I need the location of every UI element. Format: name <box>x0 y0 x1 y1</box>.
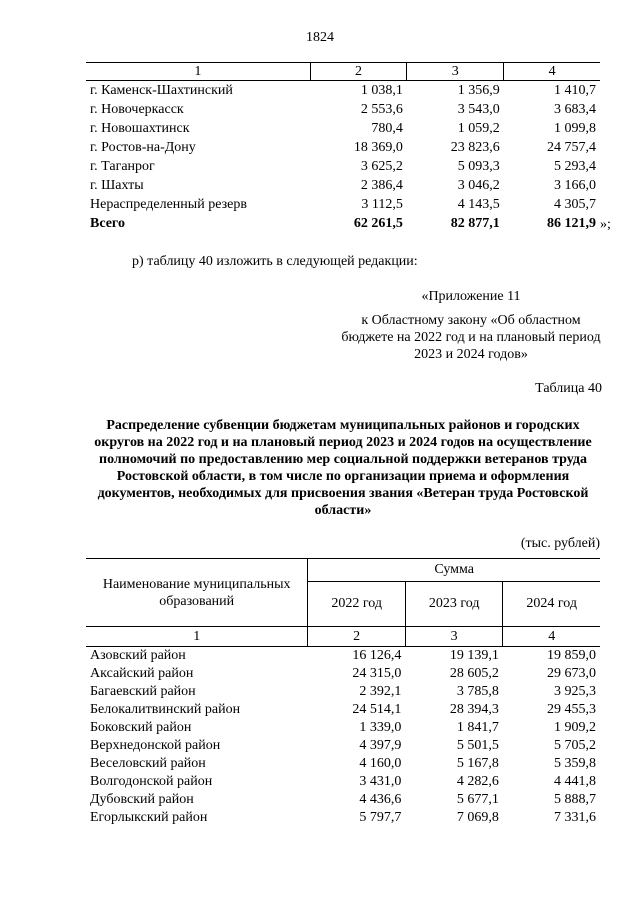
row-value: 19 139,1 <box>449 648 499 663</box>
row-value: 2 553,6 <box>360 102 403 117</box>
table-row <box>86 755 600 773</box>
row-value: 1 059,2 <box>457 121 500 136</box>
table-row <box>86 647 600 666</box>
row-value: 3 683,4 <box>554 102 596 117</box>
row-value: 29 455,3 <box>547 702 596 717</box>
row-value: 4 282,6 <box>456 774 499 789</box>
column-number: 1 <box>86 63 310 81</box>
row-name: г. Ростов-на-Дону <box>90 140 196 155</box>
page-number: 1824 <box>306 30 334 45</box>
row-value: 4 436,6 <box>359 792 402 807</box>
row-value: 3 625,2 <box>360 159 403 174</box>
row-name: г. Шахты <box>90 178 144 193</box>
row-value: 1 841,7 <box>456 720 499 735</box>
row-value: 1 356,9 <box>457 83 500 98</box>
total-value: 82 877,1 <box>450 216 500 231</box>
row-value: 5 167,8 <box>456 756 499 771</box>
table-row <box>86 176 600 195</box>
row-value: 5 501,5 <box>456 738 499 753</box>
units-label: (тыс. рублей) <box>520 536 600 551</box>
row-value: 3 543,0 <box>457 102 500 117</box>
row-value: 780,4 <box>371 121 403 136</box>
column-header-year: 2024 год <box>503 582 600 627</box>
row-value: 3 431,0 <box>359 774 402 789</box>
total-row <box>86 214 600 233</box>
row-name: Боковский район <box>90 720 192 735</box>
table-header-row <box>86 63 600 81</box>
row-value: 18 369,0 <box>353 140 403 155</box>
total-label: Всего <box>90 216 125 231</box>
row-value: 2 392,1 <box>359 684 402 699</box>
table-row <box>86 195 600 214</box>
table-number: Таблица 40 <box>535 381 602 396</box>
table-row <box>86 737 600 755</box>
row-value: 19 859,0 <box>547 648 596 663</box>
column-number: 3 <box>407 63 504 81</box>
row-value: 3 166,0 <box>554 178 596 193</box>
column-number: 1 <box>86 627 308 647</box>
row-value: 4 160,0 <box>359 756 402 771</box>
row-value: 24 315,0 <box>352 666 402 681</box>
table-row <box>86 119 600 138</box>
table-row <box>86 683 600 701</box>
table-row <box>86 138 600 157</box>
row-value: 24 514,1 <box>352 702 402 717</box>
row-value: 5 888,7 <box>554 792 596 807</box>
row-value: 4 397,9 <box>359 738 402 753</box>
row-value: 28 394,3 <box>449 702 499 717</box>
column-number: 2 <box>310 63 407 81</box>
column-header-sum: Сумма <box>308 559 600 582</box>
subvention-table <box>86 558 600 827</box>
row-value: 5 797,7 <box>359 810 402 825</box>
row-value: 5 359,8 <box>554 756 596 771</box>
column-number: 4 <box>504 63 600 81</box>
table-number-row <box>86 627 600 647</box>
row-value: 4 441,8 <box>554 774 596 789</box>
table-row <box>86 773 600 791</box>
column-number: 4 <box>503 627 600 647</box>
row-value: 3 046,2 <box>457 178 500 193</box>
row-value: 5 677,1 <box>456 792 499 807</box>
row-value: 1 410,7 <box>554 83 596 98</box>
column-header-year: 2022 год <box>308 582 406 627</box>
row-value: 7 069,8 <box>456 810 499 825</box>
table-row <box>86 157 600 176</box>
table-row <box>86 701 600 719</box>
row-value: 16 126,4 <box>352 648 402 663</box>
row-value: 3 925,3 <box>554 684 596 699</box>
table-row <box>86 719 600 737</box>
table-header-row <box>86 559 600 582</box>
row-name: Белокалитвинский район <box>90 702 241 717</box>
row-value: 5 093,3 <box>457 159 500 174</box>
row-name: Азовский район <box>90 648 186 663</box>
row-value: 24 757,4 <box>547 140 596 155</box>
row-value: 23 823,6 <box>450 140 500 155</box>
row-name: Дубовский район <box>90 792 194 807</box>
row-name: Веселовский район <box>90 756 206 771</box>
row-name: Аксайский район <box>90 666 194 681</box>
table-title: Распределение субвенции бюджетам муниципальных районов и городских округов на 2022 год и на плановый период 2023 и 2024 годов на осуществление полномочий по предоставлению мер социальной поддержки ветеранов труда Ростовской области, в том числе по организации приема и оформления документов, необходимых для присвоения звания «Ветеран труда Ростовской области» <box>94 418 592 518</box>
row-name: Верхнедонской район <box>90 738 221 753</box>
row-value: 4 305,7 <box>554 197 596 212</box>
row-value: 2 386,4 <box>360 178 403 193</box>
column-number: 2 <box>308 627 406 647</box>
row-value: 3 112,5 <box>361 197 403 212</box>
row-value: 3 785,8 <box>456 684 499 699</box>
row-name: г. Каменск-Шахтинский <box>90 83 233 98</box>
row-value: 29 673,0 <box>547 666 596 681</box>
table-row <box>86 665 600 683</box>
row-name: Нераспределенный резерв <box>90 197 247 212</box>
row-name: Багаевский район <box>90 684 196 699</box>
quote-suffix: »; <box>600 217 611 232</box>
column-header-year: 2023 год <box>405 582 503 627</box>
instruction-text: р) таблицу 40 изложить в следующей редакции: <box>132 254 418 269</box>
appendix-law-reference: к Областному закону «Об областном бюджете на 2022 год и на плановый период 2023 и 2024 годов» <box>341 313 601 362</box>
row-value: 1 909,2 <box>554 720 596 735</box>
row-value: 28 605,2 <box>449 666 499 681</box>
row-name: г. Новошахтинск <box>90 121 190 136</box>
table-row <box>86 100 600 119</box>
row-name: г. Новочеркасск <box>90 102 184 117</box>
row-value: 1 339,0 <box>359 720 402 735</box>
column-number: 3 <box>405 627 503 647</box>
row-name: Егорлыкский район <box>90 810 208 825</box>
table-row <box>86 791 600 809</box>
total-value: 62 261,5 <box>353 216 403 231</box>
row-name: г. Таганрог <box>90 159 155 174</box>
row-name: Волгодонской район <box>90 774 213 789</box>
row-value: 1 038,1 <box>360 83 403 98</box>
table-continuation <box>86 62 600 233</box>
table-row <box>86 81 600 101</box>
appendix-label: «Приложение 11 <box>421 289 521 304</box>
row-value: 4 143,5 <box>457 197 500 212</box>
row-value: 7 331,6 <box>554 810 596 825</box>
total-value: 86 121,9 <box>547 216 596 231</box>
row-value: 5 293,4 <box>554 159 596 174</box>
table-row <box>86 809 600 827</box>
row-value: 1 099,8 <box>554 121 596 136</box>
row-value: 5 705,2 <box>554 738 596 753</box>
column-header-name: Наименование муниципальных образований <box>86 559 308 627</box>
